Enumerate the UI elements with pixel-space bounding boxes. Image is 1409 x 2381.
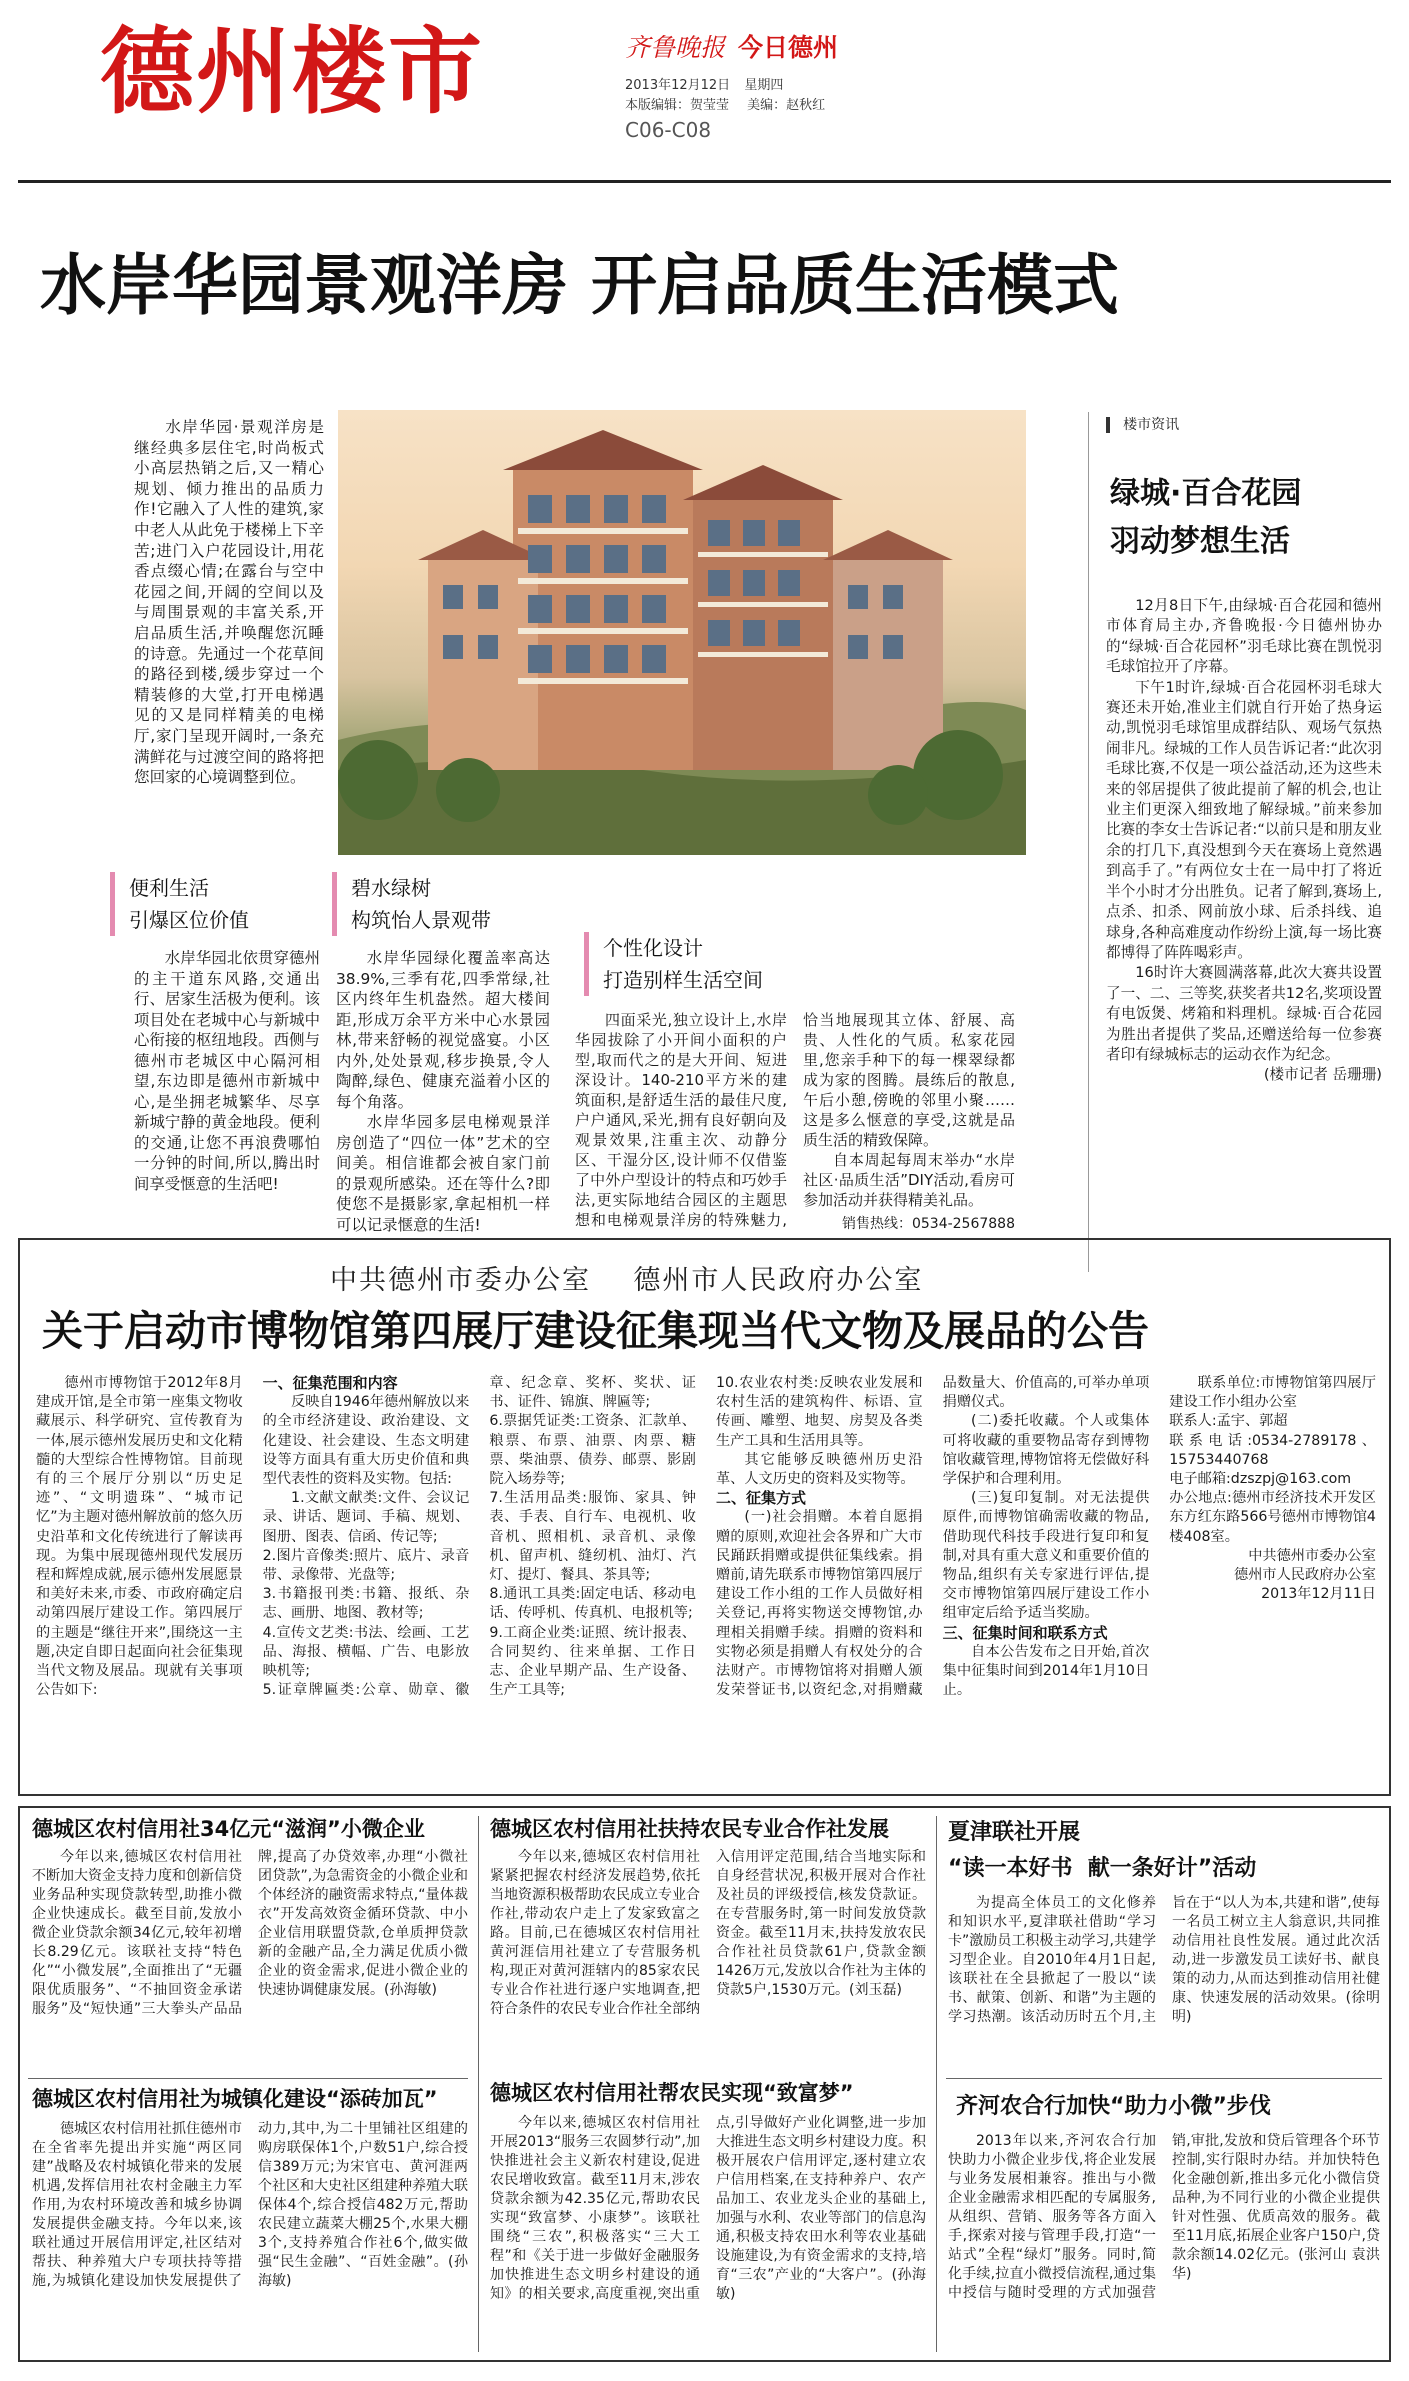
news-a6-title: 齐河农合行加快“助力小微”步伐 [956, 2094, 1271, 2119]
subhead-landscape [332, 872, 491, 936]
sidebar-para-3: 16时许大赛圆满落幕,此次大赛共设置了一、二、三等奖,获奖者共12名,奖项设置有电饭煲、烤箱和料理机。绿城·百合花园为胜出者提供了奖品,还赠送给每一位参赛者印有绿城标志的运动衣作为纪念。 [1106, 964, 1382, 1063]
section-landscape [336, 948, 550, 1235]
news-a1 [32, 1848, 468, 2076]
sidebar-para-1: 12月8日下午,由绿城·百合花园和德州市体育局主办,齐鲁晚报·今日德州协办的“绿城·百合花园杯”羽毛球比赛在凯悦羽毛球馆拉开了序幕。 [1106, 597, 1382, 676]
sidebar-headline-2: 羽动梦想生活 [1110, 524, 1290, 559]
news-divider-h2 [946, 2078, 1382, 2079]
section-convenience [134, 948, 320, 1194]
news-a6 [948, 2132, 1380, 2356]
news-a2-title: 德城区农村信用社为城镇化建设“添砖加瓦” [32, 2087, 438, 2111]
subhead-convenience-line2: 引爆区位价值 [129, 908, 249, 932]
news-a2-text: 德城区农村信用社抓住德州市在全省率先提出并实施“两区同建”战略及农村城镇化带来的发展机遇,发挥信用社农村金融主力军作用,为农村环境改善和城乡协调发展提供金融支持。今年以来,该联社通过开展信用评定,社区结对帮扶、种养殖大户专项扶持等措施,为城镇化建设加快发展提供了动力,其中,为二十里铺社区组建的购房联保体1个,户数51户,综合授信389万元;为宋官屯、黄河涯两个社区和大史社区组建种养殖大联保体4个,综合授信482万元,帮助农民建立蔬菜大棚25个,水果大棚3个,支持养殖合作社6个,做实做强“民生金融”、“百姓金融”。(孙海敏) [32, 2121, 468, 2289]
section-landscape-text2: 水岸华园多层电梯观景洋房创造了“四位一体”艺术的空间美。相信谁都会被自家门前的景观所感染。还在等什么?即使您不是摄影家,拿起相机一样可以记录惬意的生活! [336, 1113, 550, 1234]
subhead-convenience-line1: 便利生活 [129, 876, 209, 900]
notice-issuer: 中共德州市委办公室 德州市人民政府办公室 [330, 1265, 924, 1296]
masthead [0, 0, 1409, 180]
notice-contact: 联系单位:市博物馆第四展厅建设工作小组办公室 联系人:孟宇、郭超 联系电话:0534-2789178、15753440768 电子邮箱:dzszpj@163.com 办公地点:德州市经济技术开发区东方红东路566号德州市博物馆4楼408室。 [1169, 1375, 1376, 1545]
page-range: C06-C08 [625, 118, 712, 142]
news-a5-text: 为提高全体员工的文化修养和知识水平,夏津联社借助“学习卡”激励员工积极主动学习,共建学习型企业。自2010年4月1日起,该联社在全县掀起了一股以“读书、献策、创新、和谐”为主题的学习热潮。该活动历时五个月,主旨在于“以人为本,共建和谐”,使每一名员工树立主人翁意识,共同推动信用社良性发展。通过此次活动,进一步激发员工读好书、献良策的动力,从而达到推动信用社健康、快速发展的活动效果。(徐明明) [948, 1895, 1380, 2025]
subhead-landscape-line2: 构筑怡人景观带 [351, 908, 491, 932]
sales-hotline: 销售热线：0534-2567888 [841, 1216, 1015, 1232]
news-a4-title: 德城区农村信用社帮农民实现“致富梦” [490, 2081, 854, 2105]
news-a3 [490, 1848, 926, 2070]
news-divider-1 [478, 1816, 479, 2352]
page-editor: 本版编辑：贺莹莹 [625, 98, 730, 113]
notice-period: 自本公告发布之日开始,首次集中征集时间到2014年1月10日止。 [942, 1643, 1150, 1699]
news-a2 [32, 2120, 468, 2356]
subhead-design-line1: 个性化设计 [603, 936, 703, 960]
section-convenience-text: 水岸华园北依贯穿德州的主干道东风路,交通出行、居家生活极为便利。该项目处在老城中心与新城中心衔接的枢纽地段。西侧与德州市老城区中心隔河相望,东边即是德州市新城中心,是坐拥老城繁华、尽享新城宁静的黄金地段。便利的交通,让您不再浪费哪怕一分钟的时间,所以,腾出时间享受惬意的生活吧! [134, 949, 320, 1193]
news-divider-2 [936, 1816, 937, 2352]
edition-name: 今日德州 [738, 33, 839, 62]
sidebar-label [1106, 414, 1179, 434]
notice-title: 关于启动市博物馆第四展厅建设征集现当代文物及展品的公告 [42, 1307, 1149, 1355]
notice-other: 其它能够反映德州历史沿革、人文历史的资料及实物等。 [715, 1451, 923, 1488]
subhead-convenience [110, 872, 249, 936]
section-design-text: 四面采光,独立设计上,水岸华园拔除了小开间小面积的户型,取而代之的是大开间、短进深设计。140-210平方米的建筑面积,是舒适生活的最佳尺度,户户通风,采光,拥有良好朝向及观景效果,注重主次、动静分区、干湿分区,设计师不仅借鉴了中外户型设计的特点和巧妙手法,更实际地结合园区的主题思想和电梯观景洋房的特殊魅力,恰当地展现其立体、舒展、高贵、人性化的气质。私家花园里,您亲手种下的每一棵翠绿都成为家的图腾。晨练后的散息,午后小憩,傍晚的邻里小聚……这是多么惬意的享受,这就是品质生活的精致保障。 [575, 1011, 1015, 1229]
notice-heading-1: 一、征集范围和内容 [262, 1374, 398, 1392]
news-a4-text: 今年以来,德城区农村信用社开展2013“服务三农圆梦行动”,加快推进社会主义新农村建设,促进农民增收致富。截至11月末,涉农贷款余额为42.35亿元,帮助农民实现“致富梦、小康梦”。该联社围绕“三农”,积极落实“三大工程”和《关于进一步做好金融服务加快推进生态文明乡村建设的通知》的相关要求,高度重视,突出重点,引导做好产业化调整,进一步加大推进生态文明乡村建设力度。积极开展农户信用评定,逐村建立农户信用档案,在支持种养户、农产品加工、农业龙头企业的基础上,加强与水利、农业等部门的信息沟通,积极支持农田水利等农业基础设施建设,为有资金需求的支持,培育“三农”产业的“大客户”。(孙海敏) [490, 2115, 926, 2302]
news-a1-title: 德城区农村信用社34亿元“滋润”小微企业 [32, 1817, 425, 1841]
news-a1-text: 今年以来,德城区农村信用社不断加大资金支持力度和创新信贷业务品种实现贷款转型,助推小微企业快速成长。截至目前,发放小微企业贷款余额34亿元,较年初增长8.29亿元。该联社支持“特色化”“小微发展”,全面推出了“无疆限优质服务”、“不抽回资金承诺服务”及“短快通”三大拳头产品品牌,提高了办贷效率,办理“小微社团贷款”,为急需资金的小微企业和个体经济的融资需求特点,“量体裁衣”开发高效资金循环贷款、中小企业信用联盟贷款,仓单质押贷款新的金融产品,全力满足优质小微企业的资金需求,促进小微企业的快速协调健康发展。(孙海敏) [32, 1849, 468, 2017]
subhead-design-line2: 打造别样生活空间 [603, 968, 763, 992]
notice-intro: 德州市博物馆于2012年8月建成开馆,是全市第一座集文物收藏展示、科学研究、宣传教育为一体,展示德州发展历史和文化精髓的大型综合性博物馆。目前现有的三个展厅分别以“历史足迹”、“文明遗珠”、“城市记忆”为主题对德州解放前的悠久历史沿革和文化传统进行了解读再现。为集中展现德州现代发展历程和辉煌成就,展示德州发展愿景和美好未来,市委、市政府确定启动第四展厅建设工作。第四展厅的主题是“继往开来”,围绕这一主题,决定自即日起面向社会征集现当代文物及展品。现就有关事项公告如下: [36, 1375, 243, 1699]
subhead-landscape-line1: 碧水绿树 [351, 876, 431, 900]
notice-scope: 反映自1946年德州解放以来的全市经济建设、政治建设、文化建设、社会建设、生态文明建设等方面具有重大历史价值和典型代表性的资料及实物。包括: [262, 1394, 470, 1488]
section-landscape-text1: 水岸华园绿化覆盖率高达38.9%,三季有花,四季常绿,社区内终年生机盎然。超大楼间距,形成万余平方米中心水景园林,带来舒畅的视觉盛宴。小区内外,处处景观,移步换景,令人陶醉,绿色、健康充溢着小区的每个角落。 [336, 949, 550, 1111]
notice-heading-3: 三、征集时间和联系方式 [942, 1623, 1108, 1642]
notice-donation: (一)社会捐赠。本着自愿捐赠的原则,欢迎社会各界和广大市民踊跃捐赠或提供征集线索。捐赠前,请先联系市博物馆第四展厅建设工作小组的工作人员做好相关登记,再将实物送交博物馆,办理相关捐赠手续。捐赠的资料和实物必须是捐赠人有权处分的合法财产。市博物馆将对捐赠人颁发荣誉证书,以资纪念,对捐赠藏品数量大、价值高的,可举办单项捐赠仪式。 [715, 1375, 1150, 1699]
paper-name: 齐鲁晚报 [625, 33, 726, 62]
notice-body [36, 1374, 1376, 1778]
masthead-rule [18, 180, 1391, 183]
lead-intro-text: 水岸华园·景观洋房是继经典多层住宅,时尚板式小高层热销之后,又一精心规划、倾力推出的品质力作!它融入了人性的建筑,家中老人从此免于楼梯上下辛苦;进门入户花园设计,用花香点缀心情;在露台与空中花园之间,开阔的空间以及与周围景观的丰富关系,开启品质生活,并唤醒您沉睡的诗意。先通过一个花草间的路径到楼,缓步穿过一个精装修的大堂,打开电梯遇见的又是同样精美的电梯厅,家门呈现开阔时,一条充满鲜花与过渡空间的路将把您回家的心境调整到位。 [134, 418, 324, 787]
lead-intro [134, 417, 324, 788]
editor-line [625, 94, 825, 113]
issue-date: 2013年12月12日 [625, 78, 731, 93]
news-a5 [948, 1894, 1380, 2076]
notice-sign-2: 德州市人民政府办公室 [1234, 1567, 1376, 1584]
news-a6-text: 2013年以来,齐河农合行加快助力小微企业步伐,将企业发展与业务发展相兼容。推出与小微企业金融需求相匹配的专属服务,从组织、营销、服务等各方面入手,探索对接与管理手段,打造“一站式”全程“绿灯”服务。同时,简化手续,拉直小微授信流程,通过集中授信与随时受理的方式加强营销,审批,发放和贷后管理各个环节控制,实行限时办结。并加快特色化金融创新,推出多元化小微信贷品种,为不同行业的小微企业提供针对性强、优质高效的服务。截至11月底,拓展企业客户150户,贷款余额14.02亿元。(张河山 袁洪华) [948, 2133, 1380, 2301]
lead-headline: 水岸华园景观洋房 开启品质生活模式 [40, 247, 1119, 324]
news-a3-title: 德城区农村信用社扶持农民专业合作社发展 [490, 1817, 889, 1841]
notice-entrust: (二)委托收藏。个人或集体可将收藏的重要物品寄存到博物馆收藏管理,博物馆将无偿做好科学保护和合理利用。 [942, 1413, 1150, 1488]
sidebar-divider [1088, 412, 1089, 1272]
issue-date-line [625, 74, 783, 93]
issue-weekday: 星期四 [744, 78, 784, 93]
section-design-event: 自本周起每周末举办“水岸社区·品质生活”DIY活动,看房可参加活动并获得精美礼品。 [803, 1151, 1015, 1209]
masthead-title: 德州楼市 [100, 18, 485, 127]
building-illustration [338, 410, 1026, 855]
notice-items: 1.文献文献类:文件、会议记录、讲话、题词、手稿、规划、图册、图表、信函、传记等; 2.图片音像类:照片、底片、录音带、录像带、光盘等; 3.书籍报刊类:书籍、报纸、杂志、画册、地图、教材等; 4.宣传文艺类:书法、绘画、工艺品、海报、横幅、广告、电影放映机等; 5.证章牌匾类:公章、勋章、徽章、纪念章、奖杯、奖状、证书、证件、锦旗、牌匾等; 6.票据凭证类:工资条、汇款单、粮票、布票、油票、肉票、糖票、柴油票、债券、邮票、影剧院入场券等; 7.生活用品类:服饰、家具、钟表、手表、自行车、电视机、收音机、照相机、录音机、录像机、留声机、缝纫机、油灯、汽灯、提灯、餐具、茶具等; 8.通讯工具类:固定电话、移动电话、传呼机、传真机、电报机等; 9.工商企业类:证照、统计报表、合同契约、往来单据、工作日志、企业早期产品、生产设备、生产工具等; 10.农业农村类:反映农业发展和农村生活的建筑构件、标语、宣传画、雕塑、地契、房契及各类生产工具和生活用具等。 [262, 1375, 923, 1699]
news-a4 [490, 2114, 926, 2356]
subhead-design [584, 932, 763, 996]
sidebar-byline: (楼市记者 岳珊珊) [1263, 1066, 1382, 1084]
news-a3-text: 今年以来,德城区农村信用社紧紧把握农村经济发展趋势,依托当地资源积极帮助农民成立专业合作社,带动农户走上了发家致富之路。目前,已在德城区农村信用社黄河涯信用社建立了专营服务机构,现正对黄河涯辖内的85家农民专业合作社进行逐户实地调查,把符合条件的农民专业合作社全部纳入信用评定范围,结合当地实际和自身经营状况,积极开展对合作社及社员的评级授信,核发贷款证。在专营服务时,第一时间发放贷款资金。截至11月末,扶持发放农民合作社社员贷款61户,贷款金额1426万元,发放以合作社为主体的贷款5户,1530万元。(刘玉磊) [490, 1849, 926, 2017]
sidebar-para-2: 下午1时许,绿城·百合花园杯羽毛球大赛还未开始,准业主们就自行开始了热身运动,凯悦羽毛球馆里成群结队、观场气氛热闹非凡。绿城的工作人员告诉记者:“此次羽毛球比赛,不仅是一项公益活动,还为这些未来的邻居提供了彼此提前了解的机会,也让业主们更深入细致地了解绿城。”前来参加比赛的李女士告诉记者:“以前只是和朋友业余的打几下,真没想到今天在赛场上竟然遇到高手了。”有两位女士在一局中打了将近半个小时才分出胜负。记者了解到,赛场上,点杀、扣杀、网前放小球、后杀抖线、追球身,各种高难度动作纷纷上演,每一场比赛都博得了阵阵喝彩声。 [1106, 678, 1382, 961]
news-a5-title-2: “读一本好书 献一条好计”活动 [948, 1856, 1257, 1881]
sidebar-label-text: 楼市资讯 [1123, 417, 1180, 433]
notice-heading-2: 二、征集方式 [715, 1489, 806, 1508]
sidebar-headline-1: 绿城·百合花园 [1110, 476, 1302, 511]
notice-copy: (三)复印复制。对无法提供原件,而博物馆确需收藏的物品,借助现代科技手段进行复印和复制,对具有重大意义和重要价值的物品,组织有关专家进行评估,提交市博物馆第四展厅建设工作小组审定后给予适当奖励。 [942, 1490, 1150, 1622]
notice-sign-3: 2013年12月11日 [1261, 1586, 1376, 1603]
building-photo [338, 410, 1026, 855]
news-divider-h1 [28, 2078, 468, 2079]
notice-sign-1: 中共德州市委办公室 [1248, 1547, 1376, 1564]
news-a5-title-1: 夏津联社开展 [948, 1820, 1081, 1845]
sidebar-article [1106, 596, 1382, 1086]
art-editor: 美编：赵秋红 [747, 98, 826, 113]
